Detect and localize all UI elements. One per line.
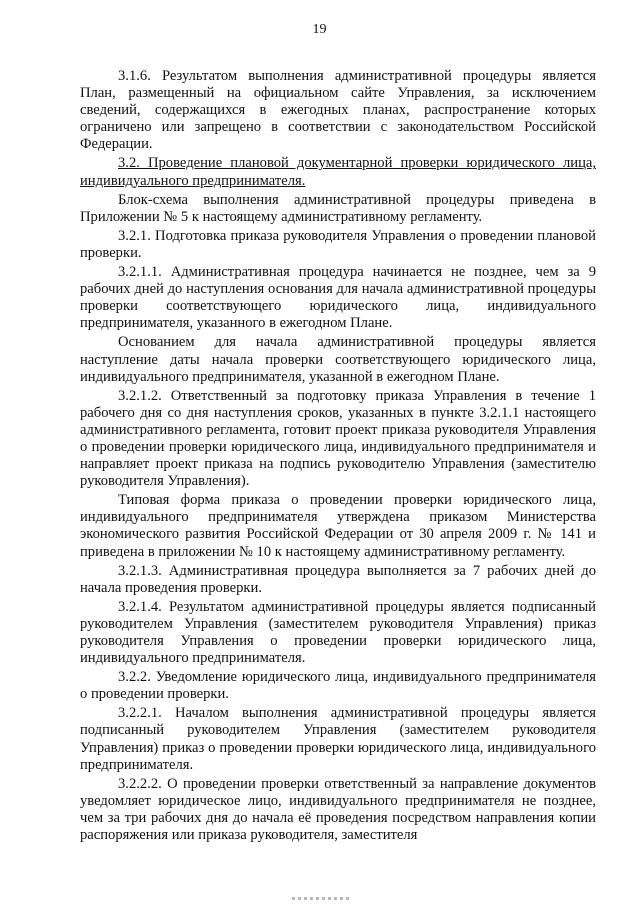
document-body bbox=[80, 68, 596, 846]
paragraph-3-2-1: 3.2.1. Подготовка приказа руководителя Управления о проведении плановой проверки. bbox=[80, 227, 596, 261]
scan-artifact bbox=[292, 897, 352, 900]
paragraph-3-2-1-1: 3.2.1.1. Административная процедура начинается не позднее, чем за 9 рабочих дней до наступления основания для начала административной процедуры проверки соответствующего юридического лица, индивидуального предпринимателя, указанного в ежегодном Плане. bbox=[80, 264, 596, 332]
paragraph-3-2-2-2: 3.2.2.2. О проведении проверки ответственный за направление документов уведомляет юридическое лицо, индивидуального предпринимателя не позднее, чем за три рабочих дня до начала её проведения посредством направления копии распоряжения или приказа руководителя, заместителя bbox=[80, 775, 596, 844]
paragraph-block-scheme: Блок-схема выполнения административной процедуры приведена в Приложении № 5 к настоящему административному регламенту. bbox=[80, 191, 596, 225]
paragraph-template-form: Типовая форма приказа о проведении проверки юридического лица, индивидуального предпринимателя утверждена приказом Министерства экономического развития Российской Федерации от 30 апреля 2009 г. № 141 и приведена в приложении № 10 к настоящему административному регламенту. bbox=[80, 492, 596, 560]
paragraph-basis: Основанием для начала административной процедуры является наступление даты начала проверки соответствующего юридического лица, индивидуального предпринимателя, указанной в ежегодном Плане. bbox=[80, 334, 596, 385]
paragraph-3-1-6: 3.1.6. Результатом выполнения административной процедуры является План, размещенный на официальном сайте Управления, за исключением сведений, содержащихся в ежегодных планах, распространение которых ограничено или запрещено в соответствии с законодательством Российской Федерации. bbox=[80, 68, 596, 153]
paragraph-3-2-1-3: 3.2.1.3. Административная процедура выполняется за 7 рабочих дней до начала проведения проверки. bbox=[80, 562, 596, 596]
paragraph-3-2-1-4: 3.2.1.4. Результатом административной процедуры является подписанный руководителем Управления (заместителем руководителя Управления) приказ руководителя Управления о проведении проверки юридического лица, индивидуального предпринимателя. bbox=[80, 598, 596, 667]
page-number: 19 bbox=[312, 22, 327, 37]
section-heading-3-2: 3.2. Проведение плановой документарной проверки юридического лица, индивидуального предпринимателя. bbox=[80, 155, 596, 189]
paragraph-3-2-2-1: 3.2.2.1. Началом выполнения административной процедуры является подписанный руководителем Управления (заместителем руководителя Управления) приказ о проведении проверки юридического лица, индивидуального предпринимателя. bbox=[80, 705, 596, 773]
paragraph-3-2-1-2: 3.2.1.2. Ответственный за подготовку приказа Управления в течение 1 рабочего дня со дня наступления сроков, указанных в пункте 3.2.1.1 настоящего административного регламента, готовит проект приказа руководителя Управления о проведении проверки юридического лица, индивидуального предпринимателя и направляет проект приказа на подпись руководителю Управления (заместителю руководителя Управления). bbox=[80, 387, 596, 490]
paragraph-3-2-2: 3.2.2. Уведомление юридического лица, индивидуального предпринимателя о проведении проверки. bbox=[80, 669, 596, 703]
